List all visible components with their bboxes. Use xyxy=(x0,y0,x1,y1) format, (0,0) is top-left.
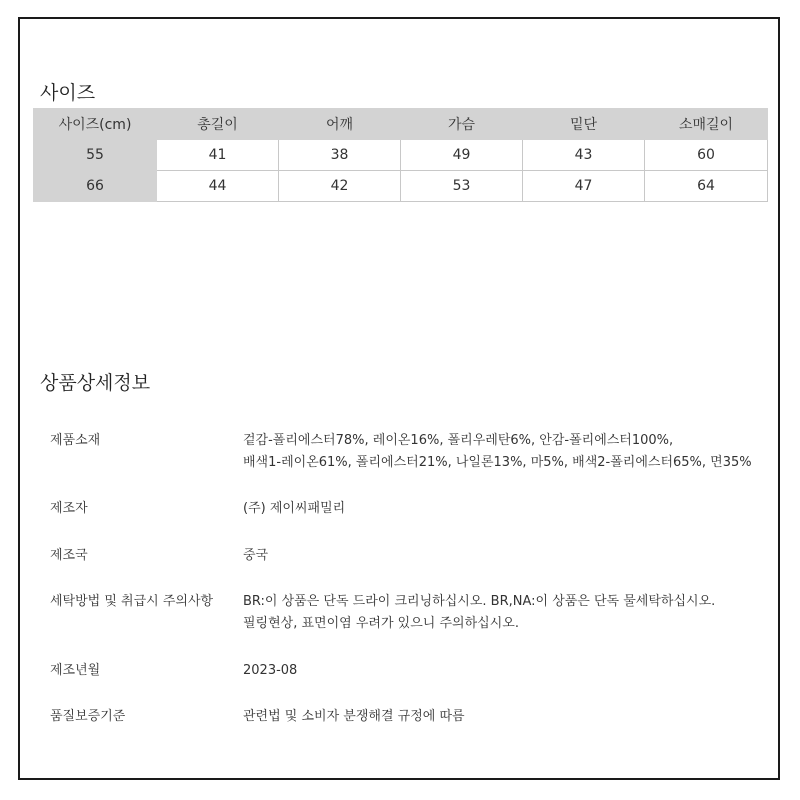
table-cell: 64 xyxy=(645,171,768,202)
table-cell: 49 xyxy=(401,140,523,171)
info-value xyxy=(243,660,770,706)
info-value-line: 2023-08 xyxy=(243,663,298,678)
table-cell: 53 xyxy=(401,171,523,202)
detail-section-title: 상품상세정보 xyxy=(40,372,151,394)
table-cell: 38 xyxy=(279,140,401,171)
info-label: 제조자 xyxy=(50,501,88,516)
product-info-list xyxy=(50,430,770,746)
info-value-line: 필링현상, 표면이염 우려가 있으니 주의하십시오. xyxy=(243,616,519,631)
info-label: 제품소재 xyxy=(50,433,101,448)
info-value-line: (주) 제이씨패밀리 xyxy=(243,501,346,516)
table-cell: 60 xyxy=(645,140,768,171)
info-value xyxy=(243,545,770,591)
header-size: 사이즈(cm) xyxy=(34,109,157,140)
header-total-length: 총길이 xyxy=(157,109,279,140)
row-size-label: 55 xyxy=(34,140,157,171)
info-label: 제조국 xyxy=(50,548,88,563)
table-cell: 42 xyxy=(279,171,401,202)
table-cell: 43 xyxy=(523,140,645,171)
info-value-line: 중국 xyxy=(243,548,269,563)
table-cell: 47 xyxy=(523,171,645,202)
info-row-country xyxy=(50,545,770,591)
table-row xyxy=(34,140,768,171)
header-shoulder: 어깨 xyxy=(279,109,401,140)
info-value-line: 겉감-폴리에스터78%, 레이온16%, 폴리우레탄6%, 안감-폴리에스터100%, xyxy=(243,433,674,448)
info-value xyxy=(243,591,770,660)
info-value xyxy=(243,430,770,498)
header-chest: 가슴 xyxy=(401,109,523,140)
row-size-label: 66 xyxy=(34,171,157,202)
info-value-line: 관련법 및 소비자 분쟁해결 규정에 따름 xyxy=(243,709,465,724)
info-label: 세탁방법 및 취급시 주의사항 xyxy=(50,594,214,609)
header-hem: 밑단 xyxy=(523,109,645,140)
table-cell: 44 xyxy=(157,171,279,202)
info-value xyxy=(243,706,770,746)
info-value-line: 배색1-레이온61%, 폴리에스터21%, 나일론13%, 마5%, 배색2-폴리에스터65%, 면35% xyxy=(243,455,752,470)
size-table-header-row xyxy=(34,109,768,140)
table-row xyxy=(34,171,768,202)
info-row-manufacture-date xyxy=(50,660,770,706)
size-section-title: 사이즈 xyxy=(40,82,96,104)
info-row-material xyxy=(50,430,770,498)
info-label: 품질보증기준 xyxy=(50,709,126,724)
info-label: 제조년월 xyxy=(50,663,101,678)
info-row-manufacturer xyxy=(50,498,770,545)
header-sleeve-length: 소매길이 xyxy=(645,109,768,140)
info-row-care xyxy=(50,591,770,660)
info-value xyxy=(243,498,770,545)
info-row-quality-warranty xyxy=(50,706,770,746)
size-table xyxy=(33,108,768,202)
table-cell: 41 xyxy=(157,140,279,171)
info-value-line: BR:이 상품은 단독 드라이 크리닝하십시오. BR,NA:이 상품은 단독 물세탁하십시오. xyxy=(243,594,716,609)
